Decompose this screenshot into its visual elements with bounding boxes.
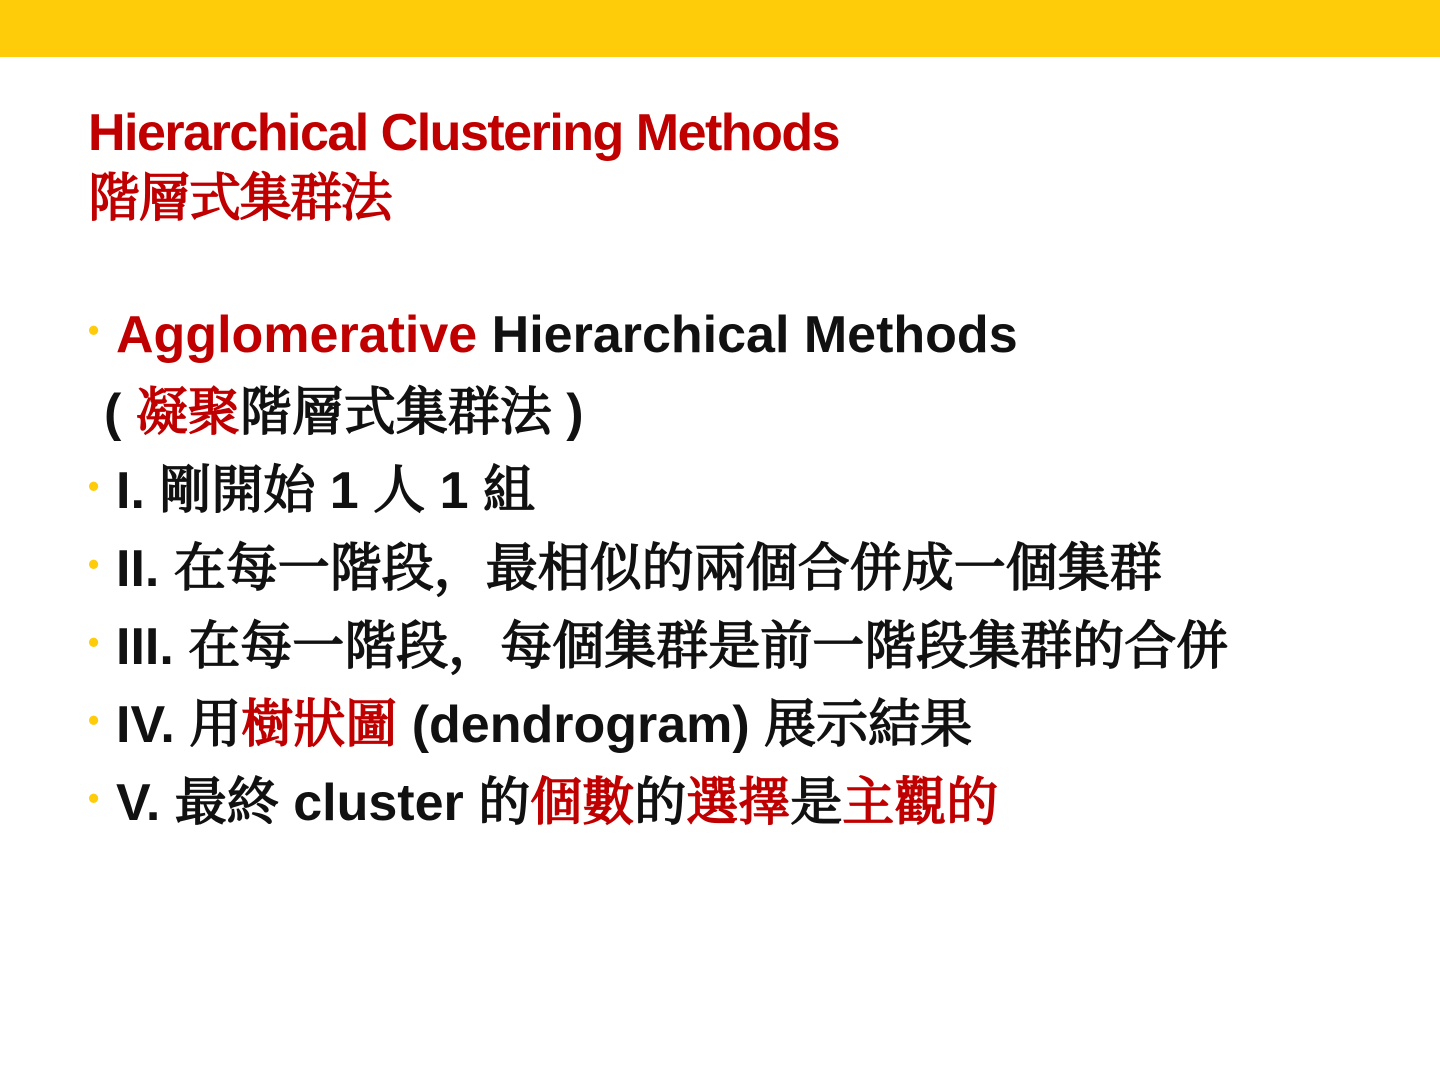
- bullet-item: [88, 302, 1328, 368]
- bullet-dot-icon: •: [88, 624, 100, 660]
- bullet-dot-icon: •: [88, 468, 100, 504]
- text-segment: (dendrogram) 展示結果: [397, 696, 973, 754]
- bullet-item: [88, 614, 1328, 680]
- bullet-item: [88, 458, 1328, 524]
- bullet-dot-icon: •: [88, 780, 100, 816]
- highlighted-text: 選擇: [686, 774, 791, 832]
- text-segment: 階層式集群法 ): [239, 384, 584, 442]
- highlighted-text: 樹狀圖: [241, 696, 398, 754]
- bullet-dot-icon: •: [88, 702, 100, 738]
- text-segment: V. 最終 cluster 的: [116, 774, 531, 832]
- highlighted-text: 凝聚: [135, 384, 240, 442]
- slide-title-chinese: 階層式集群法: [88, 170, 392, 228]
- bullet-item: [88, 536, 1328, 602]
- text-segment: Hierarchical Methods: [477, 306, 1018, 364]
- slide-body: [88, 302, 1328, 848]
- text-segment: 的: [634, 774, 687, 832]
- text-segment: IV. 用: [116, 696, 242, 754]
- slide-title: [88, 100, 839, 232]
- bullet-dot-icon: •: [88, 546, 100, 582]
- bullet-continuation: [88, 380, 1328, 446]
- highlighted-text: Agglomerative: [116, 306, 478, 364]
- text-segment: II. 在每一階段，最相似的兩個合併成一個集群: [116, 540, 1162, 598]
- text-segment: 是: [790, 774, 843, 832]
- bullet-dot-icon: •: [88, 312, 100, 348]
- text-segment: (: [104, 384, 136, 442]
- text-segment: I. 剛開始 1 人 1 組: [116, 462, 535, 520]
- highlighted-text: 主觀的: [842, 774, 999, 832]
- bullet-item: [88, 692, 1328, 758]
- bullet-item: [88, 770, 1328, 836]
- text-segment: III. 在每一階段，每個集群是前一階段集群的合併: [116, 618, 1229, 676]
- top-accent-bar: [0, 0, 1440, 57]
- slide-title-english: Hierarchical Clustering Methods: [88, 104, 840, 162]
- highlighted-text: 個數: [530, 774, 635, 832]
